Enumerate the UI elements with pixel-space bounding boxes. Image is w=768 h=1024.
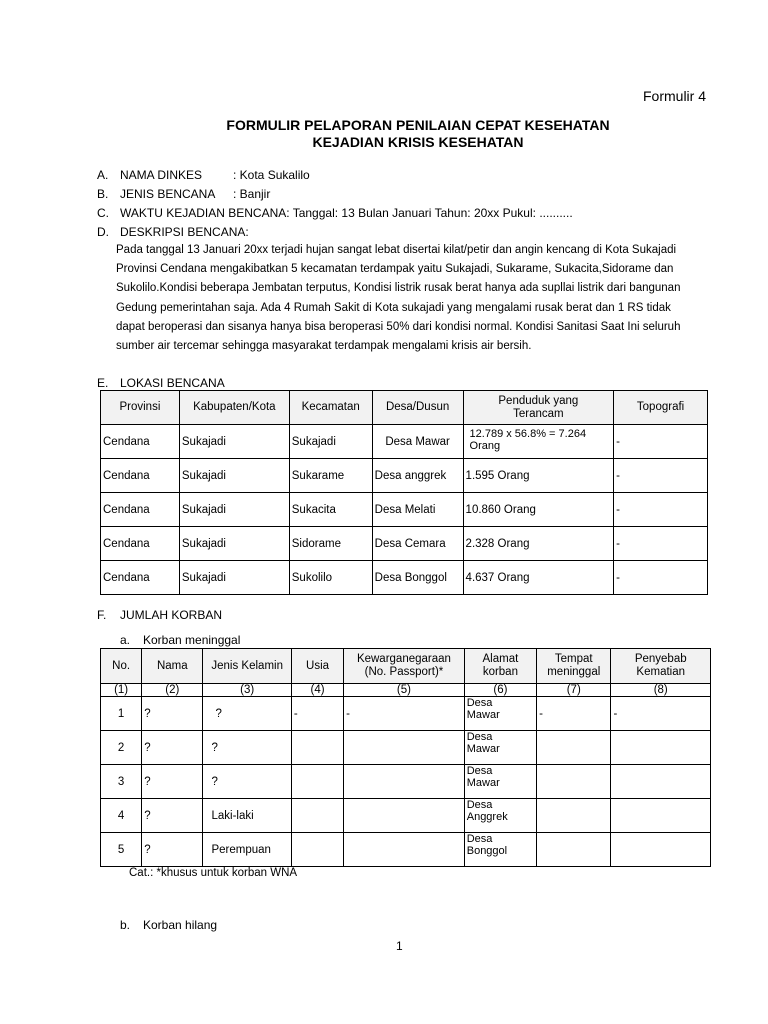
cell-topografi: - — [614, 561, 708, 595]
form-number: Formulir 4 — [643, 88, 707, 104]
column-number: (7) — [537, 684, 611, 697]
cell-topografi: - — [614, 493, 708, 527]
column-number: (4) — [291, 684, 343, 697]
cell-nama: ? — [142, 833, 203, 867]
section-f-marker: F. — [97, 608, 107, 622]
table-row — [101, 493, 708, 527]
cell-penduduk: 2.328 Orang — [463, 527, 614, 561]
cell-penduduk: 4.637 Orang — [463, 561, 614, 595]
table-row — [101, 527, 708, 561]
subsection-b — [0, 918, 768, 934]
cell-provinsi: Cendana — [101, 459, 180, 493]
section-d — [0, 225, 768, 241]
table-row — [101, 799, 711, 833]
column-number: (5) — [344, 684, 465, 697]
cell-no: 3 — [101, 765, 142, 799]
jenis-bencana-value: : Banjir — [233, 187, 271, 201]
cell-no: 4 — [101, 799, 142, 833]
header-alamat-korban: Alamat korban — [464, 649, 536, 684]
header-kewarganegaraan: Kewarganegaraan (No. Passport)* — [344, 649, 465, 684]
table-row — [101, 833, 711, 867]
description-line: sumber air tercemar sehingga masyarakat terdampak mengalami krisis air bersih. — [116, 340, 532, 353]
header-topografi: Topografi — [614, 391, 708, 425]
header-desa-dusun: Desa/Dusun — [372, 391, 463, 425]
section-f — [0, 608, 768, 624]
cell-kabupaten: Sukajadi — [179, 459, 289, 493]
cell-provinsi: Cendana — [101, 527, 180, 561]
cell-desa: Desa Cemara — [372, 527, 463, 561]
korban-meninggal-table — [100, 648, 711, 867]
cell-penyebab — [611, 833, 711, 867]
cell-provinsi: Cendana — [101, 425, 180, 459]
cell-provinsi: Cendana — [101, 493, 180, 527]
description-line: Sukolilo.Kondisi beberapa Jembatan terputus, Kondisi listrik rusak berat hanya ada supllai listrik dari bangunan — [116, 282, 681, 295]
header-usia: Usia — [291, 649, 343, 684]
cell-usia — [291, 833, 343, 867]
cell-usia: - — [291, 697, 343, 731]
jumlah-korban-label: JUMLAH KORBAN — [120, 608, 223, 622]
cell-kecamatan: Sukajadi — [289, 425, 372, 459]
column-number: (2) — [142, 684, 203, 697]
cell-penduduk: 1.595 Orang — [463, 459, 614, 493]
cell-topografi: - — [614, 425, 708, 459]
cell-tempat-meninggal — [537, 799, 611, 833]
cell-kewarganegaraan — [344, 765, 465, 799]
section-e-marker: E. — [97, 376, 109, 390]
cell-penduduk: 10.860 Orang — [463, 493, 614, 527]
waktu-kejadian-text: WAKTU KEJADIAN BENCANA: Tanggal: 13 Bulan Januari Tahun: 20xx Pukul: .......... — [120, 206, 573, 220]
table-row — [101, 561, 708, 595]
cell-kewarganegaraan — [344, 799, 465, 833]
table-row — [101, 731, 711, 765]
cell-kewarganegaraan: - — [344, 697, 465, 731]
cell-jenis-kelamin: ? — [203, 765, 291, 799]
cell-jenis-kelamin: ? — [203, 731, 291, 765]
header-no: No. — [101, 649, 142, 684]
section-a-marker: A. — [97, 168, 109, 182]
cell-penyebab — [611, 799, 711, 833]
column-number: (8) — [611, 684, 711, 697]
section-b-marker: B. — [97, 187, 109, 201]
page-number: 1 — [396, 939, 403, 953]
nama-dinkes-label: NAMA DINKES — [120, 168, 203, 182]
cell-usia — [291, 765, 343, 799]
cell-alamat: Desa Mawar — [464, 731, 536, 765]
cell-tempat-meninggal — [537, 833, 611, 867]
cell-jenis-kelamin: Laki-laki — [203, 799, 291, 833]
cell-desa: Desa Bonggol — [372, 561, 463, 595]
document-title-line-1: FORMULIR PELAPORAN PENILAIAN CEPAT KESEHATAN — [226, 117, 610, 133]
table-header-row — [101, 649, 711, 684]
header-provinsi: Provinsi — [101, 391, 180, 425]
cell-kecamatan: Sukacita — [289, 493, 372, 527]
table-row — [101, 425, 708, 459]
header-tempat-meninggal: Tempat meninggal — [537, 649, 611, 684]
column-number: (1) — [101, 684, 142, 697]
deskripsi-bencana-text — [116, 241, 716, 356]
description-line: Gedung pemerintahan saja. Ada 4 Rumah Sakit di Kota sukajadi yang mengalami rusak berat dan 1 RS tidak — [116, 301, 671, 314]
description-line: dapat beroperasi dan sisanya hanya bisa beroperasi 50% dari kondisi normal. Kondisi Sanitasi Saat Ini seluruh — [116, 320, 681, 333]
section-c-marker: C. — [97, 206, 109, 220]
cell-usia — [291, 799, 343, 833]
table-row — [101, 459, 708, 493]
column-number: (3) — [203, 684, 291, 697]
cell-desa: Desa anggrek — [372, 459, 463, 493]
deskripsi-bencana-label: DESKRIPSI BENCANA: — [120, 225, 249, 239]
subsection-a — [0, 633, 768, 649]
subsection-b-marker: b. — [120, 918, 131, 932]
cell-penyebab — [611, 731, 711, 765]
subsection-a-marker: a. — [120, 633, 131, 647]
cell-kewarganegaraan — [344, 731, 465, 765]
column-number-row — [101, 684, 711, 697]
cell-nama: ? — [142, 731, 203, 765]
cell-jenis-kelamin: Perempuan — [203, 833, 291, 867]
section-d-marker: D. — [97, 225, 109, 239]
cell-nama: ? — [142, 697, 203, 731]
cell-desa: Desa Mawar — [372, 425, 463, 459]
table-header-row — [101, 391, 708, 425]
cell-tempat-meninggal: - — [537, 697, 611, 731]
cell-desa: Desa Melati — [372, 493, 463, 527]
korban-hilang-label: Korban hilang — [143, 918, 218, 932]
cell-nama: ? — [142, 799, 203, 833]
cell-alamat: Desa Mawar — [464, 765, 536, 799]
table-row — [101, 697, 711, 731]
cell-no: 5 — [101, 833, 142, 867]
description-line: Provinsi Cendana mengakibatkan 5 kecamatan terdampak yaitu Sukajadi, Sukarame, Sukacita,Sidorame dan — [116, 263, 674, 276]
cell-kecamatan: Sukarame — [289, 459, 372, 493]
cell-alamat: Desa Bonggol — [464, 833, 536, 867]
cell-penduduk: 12.789 x 56.8% = 7.264 Orang — [463, 425, 614, 459]
cell-penyebab: - — [611, 697, 711, 731]
cell-tempat-meninggal — [537, 765, 611, 799]
section-a — [0, 168, 768, 184]
cell-penyebab — [611, 765, 711, 799]
column-number: (6) — [464, 684, 536, 697]
jenis-bencana-label: JENIS BENCANA — [120, 187, 216, 201]
cell-kecamatan: Sidorame — [289, 527, 372, 561]
cell-provinsi: Cendana — [101, 561, 180, 595]
header-kabupaten-kota: Kabupaten/Kota — [179, 391, 289, 425]
nama-dinkes-value: : Kota Sukalilo — [233, 168, 310, 182]
catatan-note: Cat.: *khusus untuk korban WNA — [129, 867, 298, 879]
header-penyebab-kematian: Penyebab Kematian — [611, 649, 711, 684]
header-jenis-kelamin: Jenis Kelamin — [203, 649, 291, 684]
korban-meninggal-label: Korban meninggal — [143, 633, 241, 647]
cell-alamat: Desa Anggrek — [464, 799, 536, 833]
cell-kabupaten: Sukajadi — [179, 527, 289, 561]
cell-kabupaten: Sukajadi — [179, 493, 289, 527]
cell-nama: ? — [142, 765, 203, 799]
cell-topografi: - — [614, 459, 708, 493]
cell-usia — [291, 731, 343, 765]
header-penduduk-terancam: Penduduk yang Terancam — [463, 391, 614, 425]
document-title-line-2: KEJADIAN KRISIS KESEHATAN — [312, 134, 524, 150]
cell-kabupaten: Sukajadi — [179, 425, 289, 459]
cell-kecamatan: Sukolilo — [289, 561, 372, 595]
header-kecamatan: Kecamatan — [289, 391, 372, 425]
cell-alamat: Desa Mawar — [464, 697, 536, 731]
section-c — [0, 206, 768, 222]
cell-tempat-meninggal — [537, 731, 611, 765]
cell-kabupaten: Sukajadi — [179, 561, 289, 595]
cell-topografi: - — [614, 527, 708, 561]
cell-no: 1 — [101, 697, 142, 731]
section-b — [0, 187, 768, 203]
cell-no: 2 — [101, 731, 142, 765]
cell-jenis-kelamin: ? — [203, 697, 291, 731]
lokasi-bencana-label: LOKASI BENCANA — [120, 376, 225, 390]
description-line: Pada tanggal 13 Januari 20xx terjadi hujan sangat lebat disertai kilat/petir dan angin kencang di Kota Sukajadi — [116, 244, 677, 256]
cell-kewarganegaraan — [344, 833, 465, 867]
header-nama: Nama — [142, 649, 203, 684]
table-row — [101, 765, 711, 799]
lokasi-bencana-table — [100, 390, 708, 595]
